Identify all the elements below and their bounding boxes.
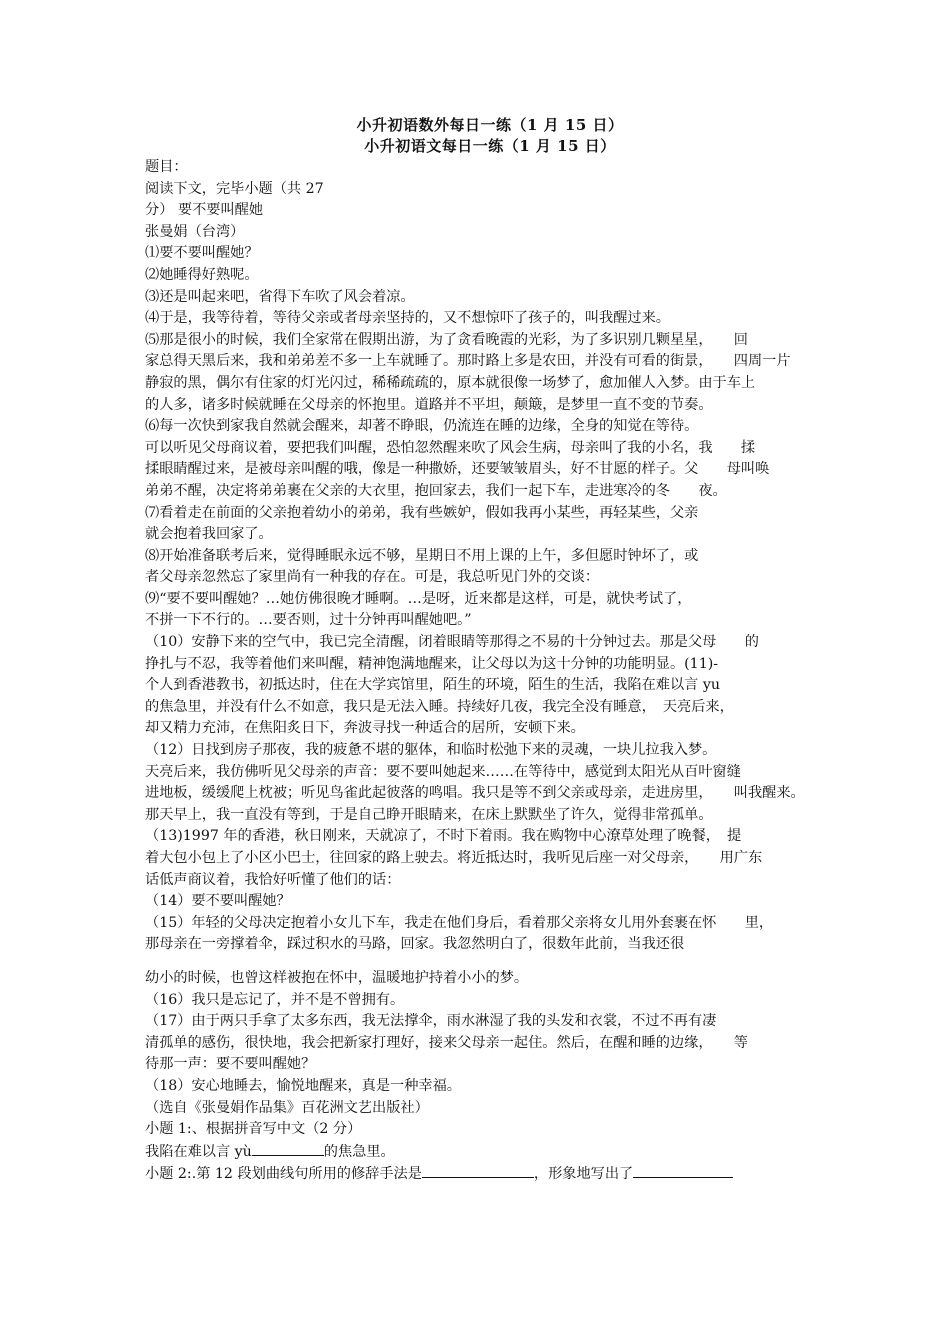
text-line: 家总得天黑后来，我和弟弟差不多一上车就睡了。那时路上多是农田，并没有可看的街景， 四周一片 [145,353,791,370]
text-line: 的焦急里，并没有什么不如意，我只是无法入睡。持续好几夜，我完全没有睡意， 天亮后来， [145,698,734,715]
text-line: ⑼“要不要叫醒她？…她仿佛很晚才睡啊。…是呀，近来都是这样，可是，就快考试了， [145,590,692,607]
text-line: 挣扎与不忍，我等着他们来叫醒，精神饱满地醒来，让父母以为这十分钟的功能明显。(11)- [145,655,719,672]
answer-blank-2[interactable] [422,1163,534,1178]
text-line: （10）安静下来的空气中，我已完全清醒，闭着眼睛等那得之不易的十分钟过去。那是父母 的 [145,634,759,651]
text-line: ⑺看着走在前面的父亲抱着幼小的弟弟，我有些嫉妒，假如我再小某些，再轻某些，父亲 [145,504,699,521]
question-1-line [145,1141,835,1164]
text-line: 静寂的黑，偶尔有住家的灯光闪过，稀稀疏疏的，原本就很像一场梦了，愈加催人入梦。由于车上 [145,374,756,391]
text-line: （15）年轻的父母决定抱着小女儿下车，我走在他们身后，看着那父亲将女儿用外套裹在怀 里， [145,914,774,931]
text-line: 那母亲在一旁撑着伞，踩过积水的马路，回家。我忽然明白了，很数年此前，当我还很 [145,936,685,953]
text-line: （12）日找到房子那夜，我的疲惫不堪的躯体，和临时松弛下来的灵魂，一块儿拉我入梦。 [145,742,717,759]
question-2-line [145,1163,835,1186]
text-line: 揉眼睛醒过来，是被母亲叫醒的哦，像是一种撒娇，还要皱皱眉头，好不甘愿的样子。父 母叫唤 [145,461,770,478]
question-2-middle: ，形象地写出了 [533,1166,634,1183]
text-line: 张曼娟（台湾） [145,223,245,240]
text-line: 话低声商议着，我恰好听懂了他们的话： [145,871,401,888]
text-line: 却又精力充沛，在焦阳炙日下，奔波寻找一种适合的居所，安顿下来。 [145,720,585,737]
text-line: （选自《张曼娟作品集》百花洲文艺出版社） [145,1099,429,1116]
text-line: （16）我只是忘记了，并不是不曾拥有。 [145,991,405,1008]
text-line: （17）由于两只手拿了太多东西，我无法撑伞，雨水淋湿了我的头发和衣裳，不过不再有凄 [145,1013,717,1030]
answer-blank-1[interactable] [252,1141,324,1156]
text-line: 弟弟不醒，决定将弟弟裹在父亲的大衣里，抱回家去，我们一起下车，走进寒冷的冬 夜。 [145,482,727,499]
text-line: 清孤单的感伤，很快地，我会把新家打理好，接来父母亲一起住。然后，在醒和睡的边缘， 等 [145,1034,748,1051]
text-line: 着大包小包上了小区小巴士，往回家的路上驶去。将近抵达时，我听见后座一对父母亲， 用广东 [145,850,763,866]
text-line: 那天早上，我一直没有等到，于是自己睁开眼睛来，在床上默默坐了许久，觉得非常孤单。 [145,806,713,823]
text-line: 题目： [145,159,188,175]
text-line: 幼小的时候，也曾这样被抱在怀中，温暖地护持着小小的梦。 [145,969,529,986]
text-line: 进地板，缓缓爬上枕被；听见鸟雀此起彼落的鸣唱。我只是等不到父亲或母亲，走进房里， 叫我醒来。 [145,785,805,802]
text-line: 分） 要不要叫醒她 [145,202,264,219]
text-line: ⑵她睡得好熟呢。 [145,266,259,283]
question-2-text: 小题 2:.第 12 段划曲线句所用的修辞手法是 [145,1166,422,1183]
text-line: ⑻开始准备联考后来，觉得睡眠永远不够，星期日不用上课的上午，多但愿时钟坏了，或 [145,547,699,564]
document-page [145,115,835,1186]
text-line: 阅读下文，完毕小题（共 27 [145,180,324,197]
text-line: 不拼一下不行的。…要否则，过十分钟再叫醒她吧。” [145,612,472,629]
passage-block-a [145,157,835,956]
text-line: 就会抱着我回家了。 [145,526,273,543]
title-main: 小升初语数外每日一练（1 月 15 日） [356,116,624,134]
text-line: 个人到香港教书，初抵达时，住在大学宾馆里，陌生的环境，陌生的生活，我陷在难以言 yu [145,677,720,694]
answer-blank-3[interactable] [633,1163,733,1178]
text-line: 可以听见父母商议着，要把我们叫醒，恐怕忽然醒来吹了风会生病，母亲叫了我的小名，我 揉 [145,439,756,456]
text-line: 天亮后来，我仿佛听见父母亲的声音：要不要叫她起来……在等待中，感觉到太阳光从百叶窗缝 [145,763,741,780]
text-line: 待那一声：要不要叫醒她？ [145,1056,316,1073]
question-1-prefix: 我陷在难以言 yù [145,1143,252,1160]
text-line: ⑴要不要叫醒她？ [145,245,259,262]
text-line: ⑹每一次快到家我自然就会醒来，却著不睁眼，仍流连在睡的边缘，全身的知觉在等待。 [145,418,699,435]
text-line: ⑸那是很小的时候，我们全家常在假期出游，为了贪看晚霞的光彩，为了多识别几颗星星， 回 [145,331,748,348]
title-sub: 小升初语文每日一练（1 月 15 日） [364,137,616,155]
text-line: 者父母亲忽然忘了家里尚有一种我的存在。可是，我总听见门外的交谈： [145,569,600,586]
paragraph-gap [145,956,835,968]
text-line: （14）要不要叫醒她？ [145,893,291,910]
text-line: 小题 1:、根据拼音写中文（2 分） [145,1121,362,1138]
text-line: ⑷于是，我等待着，等待父亲或者母亲坚持的，又不想惊吓了孩子的，叫我醒过来。 [145,310,670,327]
text-line: （13)1997 年的香港，秋日刚来，天就凉了，不时下着雨。我在购物中心潦草处理了晚餐， 提 [145,828,742,845]
text-line: （18）安心地睡去，愉悦地醒来，真是一种幸福。 [145,1077,461,1094]
text-line: 的人多，诸多时候就睡在父母亲的怀抱里。道路并不平坦，颠簸，是梦里一直不变的节奏。 [145,396,713,413]
question-1-suffix: 的焦急里。 [323,1143,395,1160]
passage-block-b [145,968,835,1141]
text-line: ⑶还是叫起来吧，省得下车吹了风会着凉。 [145,288,415,305]
